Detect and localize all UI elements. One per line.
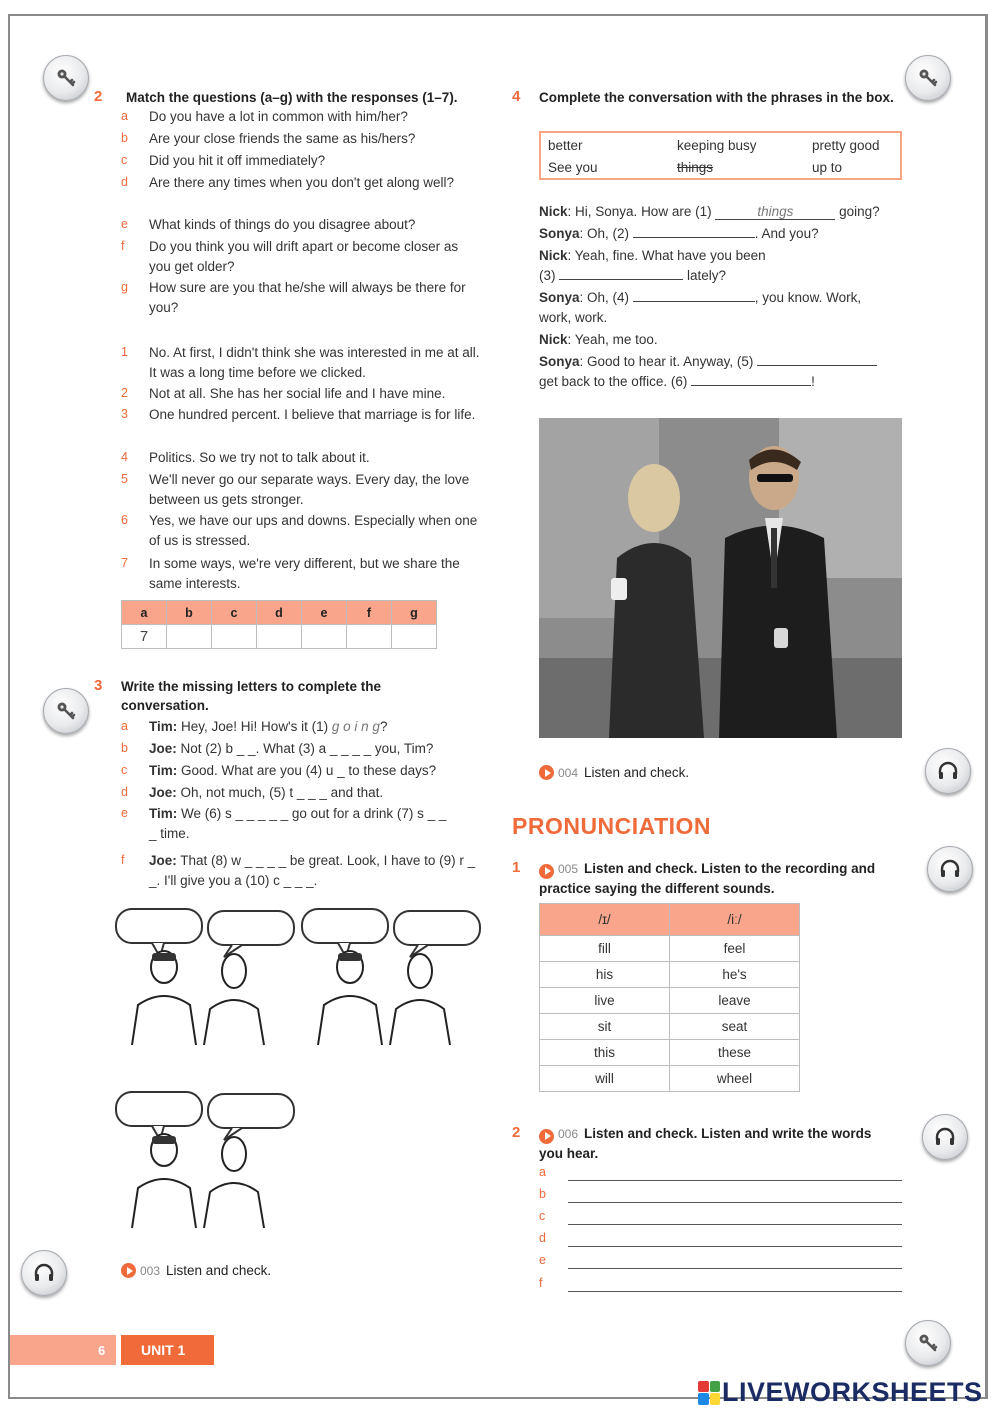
- headphones-icon: [32, 1261, 56, 1285]
- key-button[interactable]: [43, 688, 89, 734]
- table-header: /iː/: [670, 904, 800, 936]
- exercise-number: 2: [512, 1124, 521, 1141]
- table-header: e: [302, 601, 347, 625]
- exercise-title: Write the missing letters to complete the conversation.: [121, 679, 382, 713]
- play-icon[interactable]: [539, 864, 554, 879]
- audio-button[interactable]: [21, 1250, 67, 1296]
- conversation-line: e Tim: We (6) s _ _ _ _ _ go out for a drink (7) s _ _ _ time.: [121, 806, 447, 841]
- table-row: will wheel: [540, 1066, 800, 1092]
- answer-cell[interactable]: [302, 625, 347, 649]
- response-item: 6 Yes, we have our ups and downs. Especially when one of us is stressed.: [121, 513, 478, 548]
- phrase: better: [548, 138, 583, 153]
- dialogue-line: Nick: Yeah, me too.: [539, 332, 658, 347]
- key-icon: [916, 66, 940, 90]
- table-row: live leave: [540, 988, 800, 1014]
- photo-illustration: [539, 418, 902, 738]
- pronunciation-table: [539, 903, 800, 1092]
- question-item: c Did you hit it off immediately?: [121, 153, 326, 168]
- matching-table: [121, 600, 437, 649]
- response-item: 2 Not at all. She has her social life and I have mine.: [121, 386, 446, 401]
- listen-and-check: 003 Listen and check.: [121, 1263, 271, 1278]
- cartoon-illustration: [112, 905, 482, 1050]
- key-button[interactable]: [905, 1320, 951, 1366]
- audio-button[interactable]: [922, 1114, 968, 1160]
- audio-button[interactable]: [927, 846, 973, 892]
- answer-cell[interactable]: [167, 625, 212, 649]
- answer-cell[interactable]: [347, 625, 392, 649]
- table-row: sit seat: [540, 1014, 800, 1040]
- table-row: this these: [540, 1040, 800, 1066]
- exercise-title: 006 Listen and check. Listen and write the words you hear.: [539, 1126, 872, 1161]
- question-item: f Do you think you will drift apart or become closer as you get older?: [121, 239, 459, 274]
- answer-cell[interactable]: [257, 625, 302, 649]
- response-item: 1 No. At first, I didn't think she was interested in me at all. It was a long time before we clicked.: [121, 345, 480, 380]
- cartoon-illustration: [112, 1088, 302, 1233]
- question-item: e What kinds of things do you disagree about?: [121, 217, 416, 232]
- question-item: a Do you have a lot in common with him/her?: [121, 109, 408, 124]
- conversation-line: b Joe: Not (2) b _ _. What (3) a _ _ _ _ you, Tim?: [121, 741, 434, 756]
- liveworksheets-brand: LIVEWORKSHEETS: [698, 1377, 983, 1408]
- conversation-line: a Tim: Hey, Joe! Hi! How's it (1) g o i n g?: [121, 719, 388, 734]
- dialogue-line: Nick: Yeah, fine. What have you been (3) lately?: [539, 248, 766, 283]
- photo-two-people-walking: [539, 418, 902, 738]
- headphones-icon: [933, 1125, 957, 1149]
- liveworksheets-logo-icon: [698, 1381, 720, 1405]
- exercise-number: 2: [94, 88, 103, 105]
- section-heading: PRONUNCIATION: [512, 813, 712, 839]
- phrase: pretty good: [812, 138, 880, 153]
- unit-label: UNIT 1: [121, 1335, 214, 1365]
- write-line[interactable]: a: [539, 1165, 902, 1185]
- response-item: 4 Politics. So we try not to talk about it.: [121, 450, 370, 465]
- answer-cell[interactable]: [212, 625, 257, 649]
- conversation-line: f Joe: That (8) w _ _ _ _ be great. Look, I have to (9) r _ _. I'll give you a (10) c _ _ _.: [121, 853, 476, 888]
- dialogue-line: Sonya: Oh, (4) , you know. Work, work, work.: [539, 290, 862, 325]
- answer-blank-2[interactable]: [633, 224, 755, 238]
- table-header: f: [347, 601, 392, 625]
- write-line[interactable]: b: [539, 1187, 902, 1207]
- headphones-icon: [936, 759, 960, 783]
- table-header: /ɪ/: [540, 904, 670, 936]
- phrase-box: [539, 131, 902, 180]
- play-icon[interactable]: [539, 765, 554, 780]
- phrase-used: things: [677, 160, 714, 175]
- conversation-line: c Tim: Good. What are you (4) u _ to these days?: [121, 763, 437, 778]
- dialogue-line: Nick: Hi, Sonya. How are (1) things going?: [539, 204, 880, 219]
- response-item: 5 We'll never go our separate ways. Every day, the love between us gets stronger.: [121, 472, 470, 507]
- table-row: fill feel: [540, 936, 800, 962]
- key-button[interactable]: [905, 55, 951, 101]
- key-icon: [54, 66, 78, 90]
- write-line[interactable]: f: [539, 1276, 902, 1296]
- answer-blank-6[interactable]: [691, 372, 811, 386]
- write-line[interactable]: c: [539, 1209, 902, 1229]
- exercise-title: 005 Listen and check. Listen to the recording and practice saying the different sounds.: [539, 861, 876, 896]
- question-item: d Are there any times when you don't get along well?: [121, 175, 455, 190]
- key-button[interactable]: [43, 55, 89, 101]
- phrase: keeping busy: [677, 138, 757, 153]
- play-icon[interactable]: [539, 1129, 554, 1144]
- response-item: 7 In some ways, we're very different, but we share the same interests.: [121, 556, 460, 591]
- headphones-icon: [938, 857, 962, 881]
- exercise-title: Match the questions (a–g) with the responses (1–7).: [126, 90, 458, 105]
- table-header: a: [122, 601, 167, 625]
- answer-blank-1[interactable]: things: [715, 206, 835, 220]
- dialogue-line: Sonya: Good to hear it. Anyway, (5) get back to the office. (6) !: [539, 352, 904, 391]
- question-item: g How sure are you that he/she will always be there for you?: [121, 280, 466, 315]
- table-header: b: [167, 601, 212, 625]
- play-icon[interactable]: [121, 1263, 136, 1278]
- exercise-number: 3: [94, 677, 103, 694]
- answer-blank-4[interactable]: [633, 288, 755, 302]
- answer-blank-3[interactable]: [559, 266, 683, 280]
- answer-cell[interactable]: [392, 625, 437, 649]
- response-item: 3 One hundred percent. I believe that marriage is for life.: [121, 407, 476, 422]
- listen-and-check: 004 Listen and check.: [539, 765, 689, 780]
- write-line[interactable]: d: [539, 1231, 902, 1251]
- answer-blank-5[interactable]: [757, 352, 877, 366]
- page-number: 6: [98, 1343, 106, 1358]
- table-header: d: [257, 601, 302, 625]
- question-item: b Are your close friends the same as his/hers?: [121, 131, 416, 146]
- exercise-number: 1: [512, 859, 521, 876]
- write-line[interactable]: e: [539, 1253, 902, 1273]
- phrase: up to: [812, 160, 843, 175]
- answer-cell[interactable]: 7: [122, 625, 167, 649]
- dialogue-line: Sonya: Oh, (2) . And you?: [539, 226, 819, 241]
- table-row: his he's: [540, 962, 800, 988]
- table-header: g: [392, 601, 437, 625]
- exercise-number: 4: [512, 88, 521, 105]
- exercise-title: Complete the conversation with the phrases in the box.: [539, 90, 894, 105]
- key-icon: [54, 699, 78, 723]
- table-header: c: [212, 601, 257, 625]
- filled-answer[interactable]: g o i n g: [331, 719, 380, 734]
- key-icon: [916, 1331, 940, 1355]
- conversation-line: d Joe: Oh, not much, (5) t _ _ _ and that.: [121, 785, 384, 800]
- phrase: See you: [548, 160, 598, 175]
- audio-button[interactable]: [925, 748, 971, 794]
